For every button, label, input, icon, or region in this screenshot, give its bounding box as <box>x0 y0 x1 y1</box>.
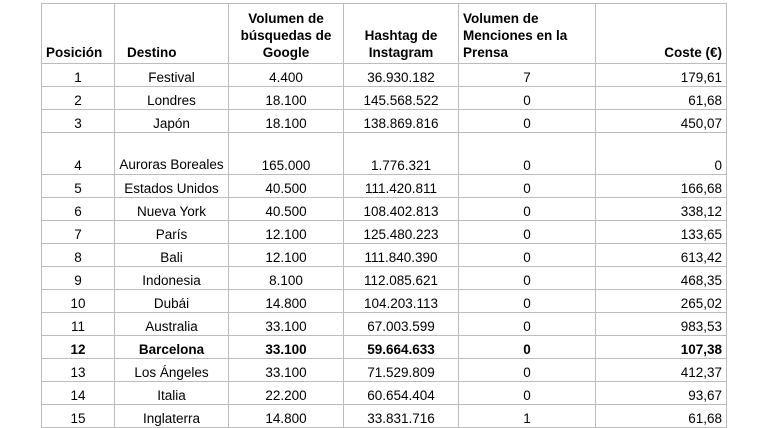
cell-instagram-hashtag: 33.831.716 <box>344 405 459 428</box>
cell-position: 5 <box>42 175 115 198</box>
table-row <box>42 382 727 405</box>
cell-press-mentions: 7 <box>459 64 596 87</box>
table-row <box>42 64 727 87</box>
cell-destination: Nueva York <box>115 198 229 221</box>
cell-cost: 107,38 <box>596 336 727 359</box>
cell-position: 2 <box>42 87 115 110</box>
cell-destination: Italia <box>115 382 229 405</box>
cell-destination: Inglaterra <box>115 405 229 428</box>
table-row <box>42 267 727 290</box>
cell-position: 9 <box>42 267 115 290</box>
cell-instagram-hashtag: 108.402.813 <box>344 198 459 221</box>
table-row <box>42 405 727 428</box>
cell-press-mentions: 0 <box>459 313 596 336</box>
cell-google-searches: 33.100 <box>229 336 344 359</box>
cell-google-searches: 4.400 <box>229 64 344 87</box>
header-position: Posición <box>42 4 115 64</box>
cell-cost: 166,68 <box>596 175 727 198</box>
cell-cost: 133,65 <box>596 221 727 244</box>
cell-instagram-hashtag: 138.869.816 <box>344 110 459 133</box>
cell-position: 4 <box>42 133 115 175</box>
cell-press-mentions: 0 <box>459 359 596 382</box>
table-row <box>42 175 727 198</box>
cell-press-mentions: 1 <box>459 405 596 428</box>
cell-position: 7 <box>42 221 115 244</box>
cell-position: 12 <box>42 336 115 359</box>
ranking-table-container <box>41 3 727 428</box>
cell-destination: Estados Unidos <box>115 175 229 198</box>
cell-instagram-hashtag: 67.003.599 <box>344 313 459 336</box>
cell-google-searches: 165.000 <box>229 133 344 175</box>
header-cost: Coste (€) <box>596 4 727 64</box>
cell-press-mentions: 0 <box>459 382 596 405</box>
cell-position: 15 <box>42 405 115 428</box>
cell-instagram-hashtag: 112.085.621 <box>344 267 459 290</box>
cell-destination: Bali <box>115 244 229 267</box>
table-row <box>42 110 727 133</box>
cell-destination: Australia <box>115 313 229 336</box>
cell-google-searches: 14.800 <box>229 290 344 313</box>
cell-destination: Japón <box>115 110 229 133</box>
cell-google-searches: 14.800 <box>229 405 344 428</box>
cell-press-mentions: 0 <box>459 175 596 198</box>
cell-instagram-hashtag: 104.203.113 <box>344 290 459 313</box>
header-row <box>42 4 727 64</box>
header-instagram-hashtag: Hashtag de Instagram <box>344 4 459 64</box>
cell-press-mentions: 0 <box>459 110 596 133</box>
header-destination: Destino <box>115 4 229 64</box>
cell-position: 10 <box>42 290 115 313</box>
cell-destination: Dubái <box>115 290 229 313</box>
cell-destination: Indonesia <box>115 267 229 290</box>
cell-google-searches: 8.100 <box>229 267 344 290</box>
cell-google-searches: 33.100 <box>229 359 344 382</box>
cell-destination: Londres <box>115 87 229 110</box>
table-row <box>42 244 727 267</box>
cell-destination: Los Ángeles <box>115 359 229 382</box>
cell-instagram-hashtag: 60.654.404 <box>344 382 459 405</box>
cell-position: 14 <box>42 382 115 405</box>
cell-cost: 983,53 <box>596 313 727 336</box>
cell-instagram-hashtag: 71.529.809 <box>344 359 459 382</box>
cell-destination: Festival <box>115 64 229 87</box>
cell-press-mentions: 0 <box>459 198 596 221</box>
table-row <box>42 133 727 175</box>
cell-cost: 613,42 <box>596 244 727 267</box>
cell-press-mentions: 0 <box>459 267 596 290</box>
cell-press-mentions: 0 <box>459 290 596 313</box>
cell-position: 3 <box>42 110 115 133</box>
table-row <box>42 221 727 244</box>
table-row <box>42 198 727 221</box>
ranking-table <box>41 3 727 428</box>
cell-cost: 412,37 <box>596 359 727 382</box>
cell-cost: 265,02 <box>596 290 727 313</box>
cell-google-searches: 22.200 <box>229 382 344 405</box>
cell-instagram-hashtag: 111.840.390 <box>344 244 459 267</box>
cell-cost: 61,68 <box>596 87 727 110</box>
table-row <box>42 313 727 336</box>
cell-position: 6 <box>42 198 115 221</box>
cell-cost: 93,67 <box>596 382 727 405</box>
cell-cost: 338,12 <box>596 198 727 221</box>
cell-position: 1 <box>42 64 115 87</box>
cell-press-mentions: 0 <box>459 244 596 267</box>
cell-press-mentions: 0 <box>459 221 596 244</box>
cell-google-searches: 40.500 <box>229 198 344 221</box>
header-google-searches: Volumen de búsquedas de Google <box>229 4 344 64</box>
cell-instagram-hashtag: 59.664.633 <box>344 336 459 359</box>
cell-press-mentions: 0 <box>459 133 596 175</box>
cell-google-searches: 12.100 <box>229 221 344 244</box>
cell-destination: Barcelona <box>115 336 229 359</box>
cell-google-searches: 33.100 <box>229 313 344 336</box>
cell-destination: Auroras Boreales <box>115 133 229 175</box>
cell-google-searches: 40.500 <box>229 175 344 198</box>
cell-press-mentions: 0 <box>459 87 596 110</box>
table-row <box>42 359 727 382</box>
cell-position: 11 <box>42 313 115 336</box>
cell-cost: 61,68 <box>596 405 727 428</box>
cell-position: 8 <box>42 244 115 267</box>
cell-cost: 0 <box>596 133 727 175</box>
cell-instagram-hashtag: 145.568.522 <box>344 87 459 110</box>
cell-instagram-hashtag: 1.776.321 <box>344 133 459 175</box>
cell-instagram-hashtag: 36.930.182 <box>344 64 459 87</box>
table-row-highlighted <box>42 336 727 359</box>
cell-position: 13 <box>42 359 115 382</box>
header-press-mentions: Volumen de Menciones en la Prensa <box>459 4 596 64</box>
cell-instagram-hashtag: 125.480.223 <box>344 221 459 244</box>
cell-google-searches: 12.100 <box>229 244 344 267</box>
cell-destination: París <box>115 221 229 244</box>
cell-cost: 450,07 <box>596 110 727 133</box>
cell-cost: 468,35 <box>596 267 727 290</box>
cell-press-mentions: 0 <box>459 336 596 359</box>
cell-instagram-hashtag: 111.420.811 <box>344 175 459 198</box>
cell-google-searches: 18.100 <box>229 110 344 133</box>
table-row <box>42 290 727 313</box>
cell-google-searches: 18.100 <box>229 87 344 110</box>
cell-cost: 179,61 <box>596 64 727 87</box>
table-row <box>42 87 727 110</box>
